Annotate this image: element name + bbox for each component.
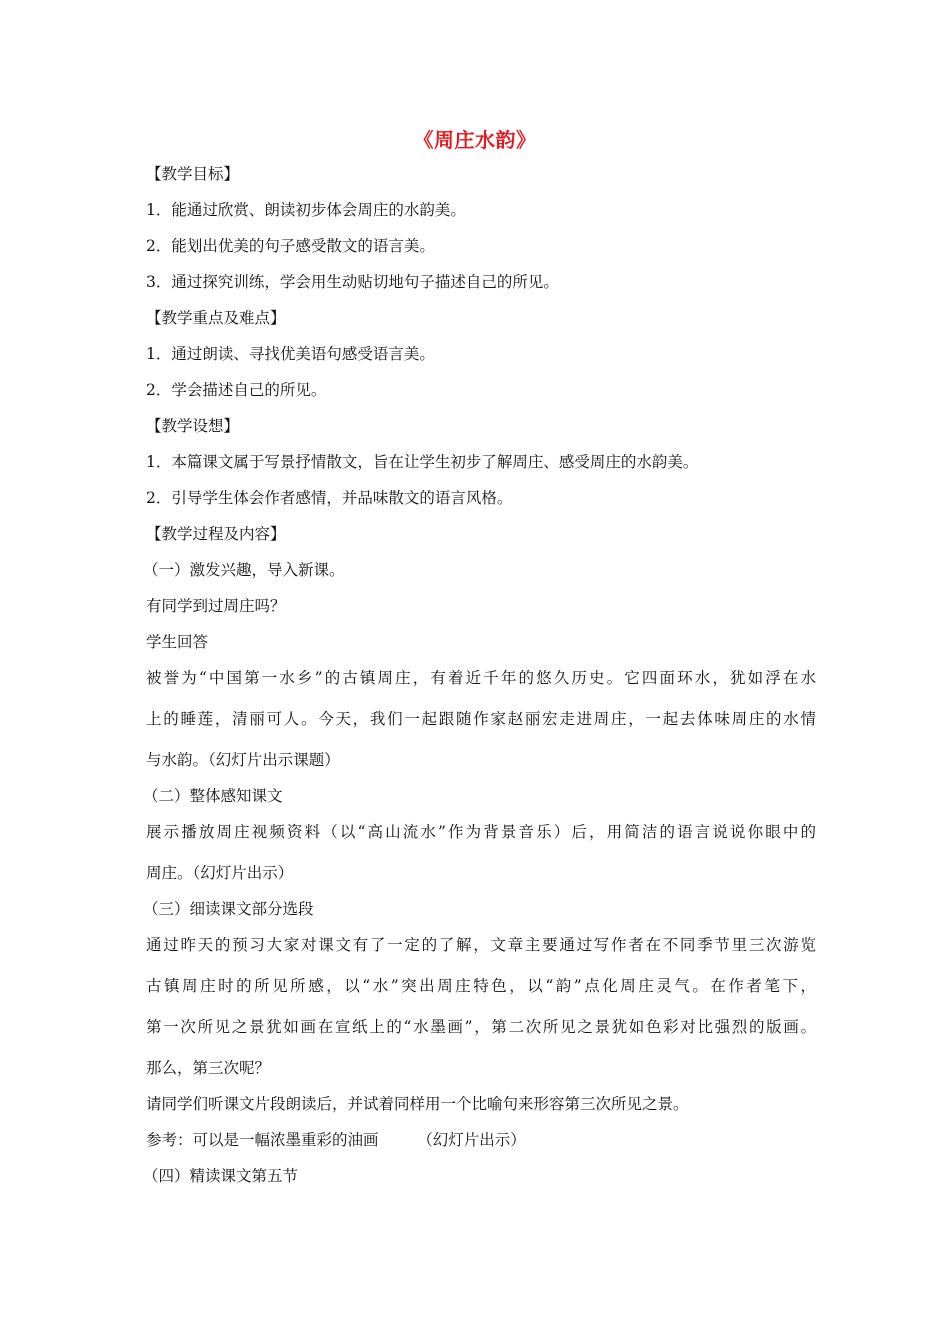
section-heading-objectives: 【教学目标】 [146, 165, 240, 183]
process-step-2-heading: （二）整体感知课文 [143, 787, 283, 805]
paragraph-line: 第一次所见之景犹如画在宣纸上的“水墨画”，第二次所见之景犹如色彩对比强烈的版画。 [146, 1018, 816, 1036]
paragraph-line: 上的睡莲，清丽可人。今天，我们一起跟随作家赵丽宏走进周庄，一起去体味周庄的水情 [146, 710, 816, 728]
objective-item-1: 1．能通过欣赏、朗读初步体会周庄的水韵美。 [146, 201, 466, 219]
design-item-2: 2．引导学生体会作者感情，并品味散文的语言风格。 [146, 489, 513, 507]
document-title: 《周庄水韵》 [413, 128, 537, 152]
paragraph-line: 周庄。（幻灯片出示） [146, 864, 294, 882]
paragraph-line: 那么，第三次呢？ [146, 1059, 271, 1077]
paragraph-line: 与水韵。（幻灯片出示课题） [146, 751, 340, 769]
objective-item-2: 2．能划出优美的句子感受散文的语言美。 [146, 237, 435, 255]
process-step-1-heading: （一）激发兴趣，导入新课。 [143, 561, 345, 579]
key-point-item-2: 2．学会描述自己的所见。 [146, 381, 327, 399]
process-step-4-heading: （四）精读课文第五节 [143, 1167, 299, 1185]
paragraph-line: 古镇周庄时的所见所感，以“水”突出周庄特色，以“韵”点化周庄灵气。在作者笔下， [146, 977, 816, 995]
section-heading-process: 【教学过程及内容】 [146, 525, 286, 543]
paragraph-line: 请同学们听课文片段朗读后，并试着同样用一个比喻句来形容第三次所见之景。 [146, 1095, 689, 1113]
paragraph-line: 有同学到过周庄吗？ [146, 597, 286, 615]
section-heading-key-points: 【教学重点及难点】 [146, 309, 286, 327]
key-point-item-1: 1．通过朗读、寻找优美语句感受语言美。 [146, 345, 435, 363]
paragraph-line: 参考：可以是一幅浓墨重彩的油画 （幻灯片出示） [146, 1131, 526, 1149]
paragraph-line: 展示播放周庄视频资料（以“高山流水”作为背景音乐）后，用简洁的语言说说你眼中的 [146, 823, 816, 841]
objective-item-3: 3．通过探究训练，学会用生动贴切地句子描述自己的所见。 [146, 273, 559, 291]
design-item-1: 1．本篇课文属于写景抒情散文，旨在让学生初步了解周庄、感受周庄的水韵美。 [146, 453, 699, 471]
process-step-3-heading: （三）细读课文部分选段 [143, 900, 314, 918]
paragraph-line: 被誉为“中国第一水乡”的古镇周庄，有着近千年的悠久历史。它四面环水，犹如浮在水 [146, 669, 816, 687]
paragraph-line: 学生回答 [146, 633, 209, 651]
section-heading-design: 【教学设想】 [146, 417, 240, 435]
paragraph-line: 通过昨天的预习大家对课文有了一定的了解，文章主要通过写作者在不同季节里三次游览 [146, 936, 816, 954]
